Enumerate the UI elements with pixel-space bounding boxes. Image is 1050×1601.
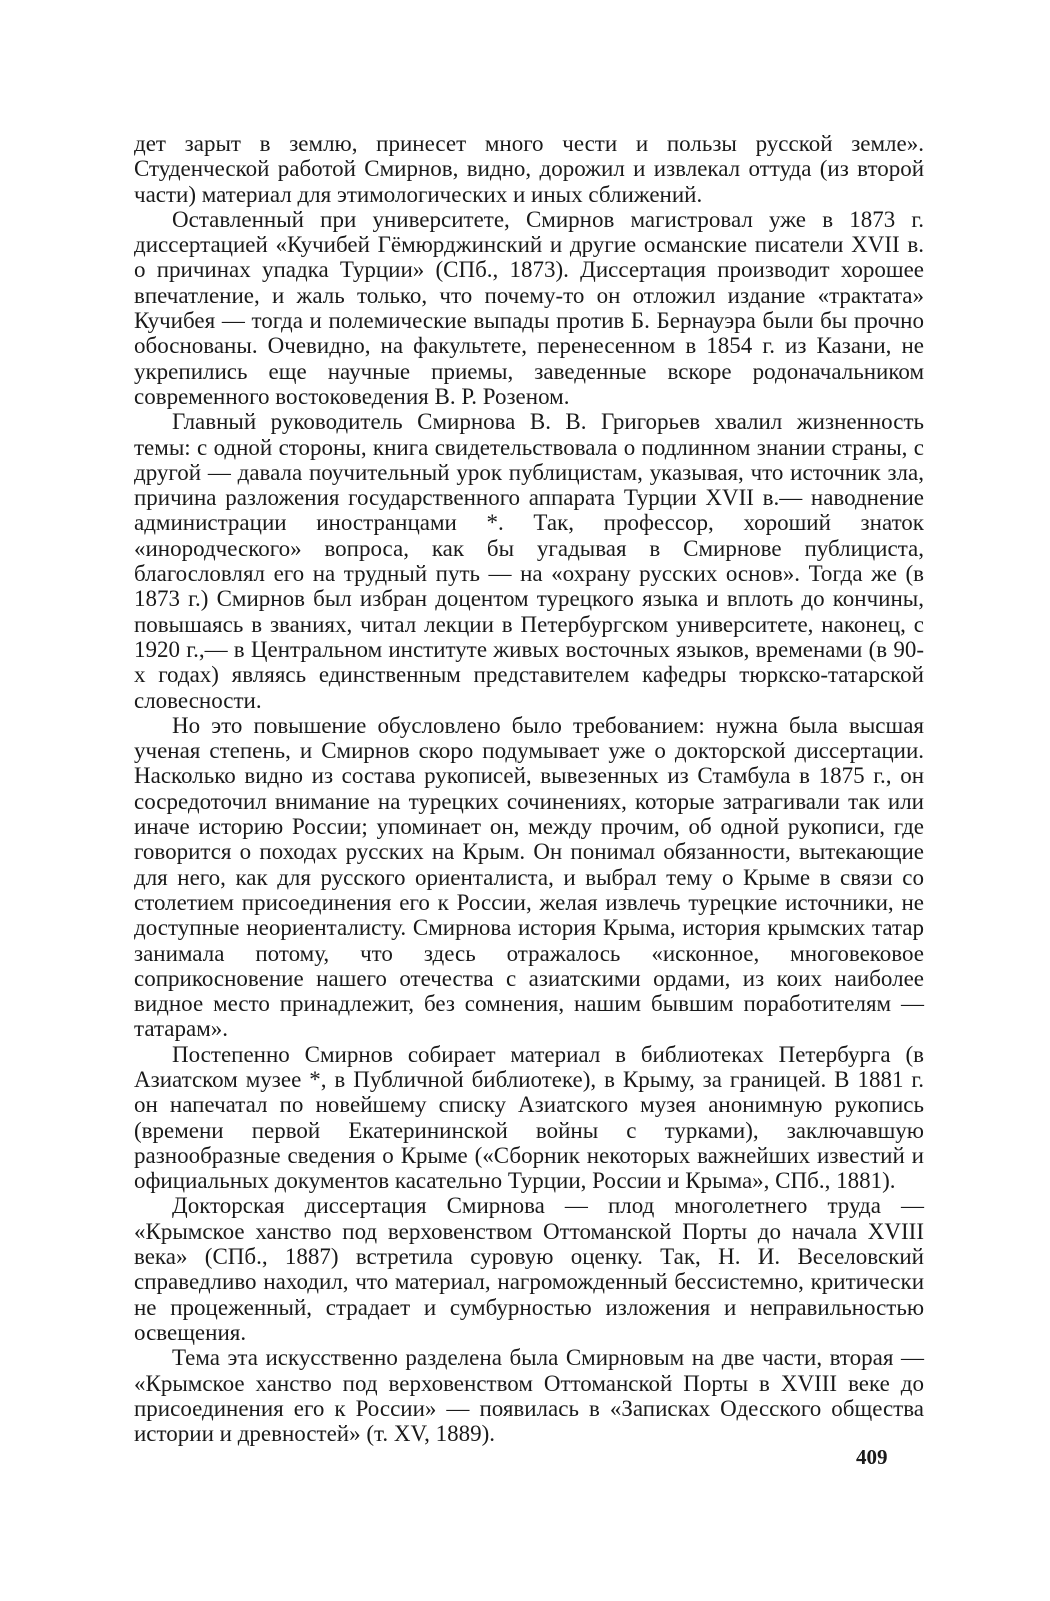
paragraph-5: Постепенно Смирнов собирает материал в библиотеках Петербурга (в Азиатском музее *, в Публичной библиотеке), в Крыму, за границей. В 1881 г. он напечатал по новейшему списку Азиатского музея анонимную рукопись (времени первой Екатерининской войны с турками), заключавшую разнообразные сведения о Крыме («Сборник некоторых важнейших известий и официальных документов касательно Турции, России и Крыма», СПб., 1881). — [134, 1041, 924, 1194]
page-text — [134, 131, 924, 1446]
paragraph-4: Но это повышение обусловлено было требованием: нужна была высшая ученая степень, и Смирнов скоро подумывает уже о докторской диссертации. Насколько видно из состава рукописей, вывезенных из Стамбула в 1875 г., он сосредоточил внимание на турецких сочинениях, которые затрагивали так или иначе историю России; упоминает он, между прочим, об одной рукописи, где говорится о походах русских на Крым. Он понимал обязанности, вытекающие для него, как для русского ориенталиста, и выбрал тему о Крыме в связи со столетием присоединения его к России, желая извлечь турецкие источники, не доступные неориенталисту. Смирнова история Крыма, история крымских татар занимала потому, что здесь отражалось «исконное, многовековое соприкосновение нашего отечества с азиатскими ордами, из коих наиболее видное место принадлежит, без сомнения, нашим бывшим поработителям — татарам». — [134, 712, 924, 1042]
paragraph-1: дет зарыт в землю, принесет много чести и пользы русской земле». Студенческой работой Смирнов, видно, дорожил и извлекал оттуда (из второй части) материал для этимологических и иных сближений. — [134, 131, 924, 207]
page-number: 409 — [856, 1445, 888, 1469]
paragraph-7: Тема эта искусственно разделена была Смирновым на две части, вторая — «Крымское ханство под верховенством Оттоманской Порты в XVIII веке до присоединения его к России» — появилась в «Записках Одесского общества истории и древностей» (т. XV, 1889). — [134, 1345, 924, 1447]
paragraph-6: Докторская диссертация Смирнова — плод многолетнего труда — «Крымское ханство под верховенством Оттоманской Порты до начала XVIII века» (СПб., 1887) встретила суровую оценку. Так, Н. И. Веселовский справедливо находил, что материал, нагроможденный бессистемно, критически не процеженный, страдает и сумбурностью изложения и неправильностью освещения. — [134, 1193, 924, 1345]
paragraph-2: Оставленный при университете, Смирнов магистровал уже в 1873 г. диссертацией «Кучибей Гёмюрджинский и другие османские писатели XVII в. о причинах упадка Турции» (СПб., 1873). Диссертация производит хорошее впечатление, и жаль только, что почему-то он отложил издание «трактата» Кучибея — тогда и полемические выпады против Б. Бернауэра были бы прочно обоснованы. Очевидно, на факультете, перенесенном в 1854 г. из Казани, не укрепились еще научные приемы, заведенные вскоре родоначальником современного востоковедения В. Р. Розеном. — [134, 206, 924, 409]
paragraph-3: Главный руководитель Смирнова В. В. Григорьев хвалил жизненность темы: с одной стороны, книга свидетельствовала о подлинном знании страны, с другой — давала поучительный урок публицистам, указывая, что источник зла, причина разложения государственного аппарата Турции XVII в.— наводнение администрации иностранцами *. Так, профессор, хороший знаток «инородческого» вопроса, как бы угадывая в Смирнове публициста, благословлял его на трудный путь — на «охрану русских основ». Тогда же (в 1873 г.) Смирнов был избран доцентом турецкого языка и вплоть до кончины, повышаясь в званиях, читал лекции в Петербургском университете, наконец, с 1920 г.,— в Центральном институте живых восточных языков, временами (в 90-х годах) являясь единственным представителем кафедры тюркско-татарской словесности. — [134, 409, 924, 713]
